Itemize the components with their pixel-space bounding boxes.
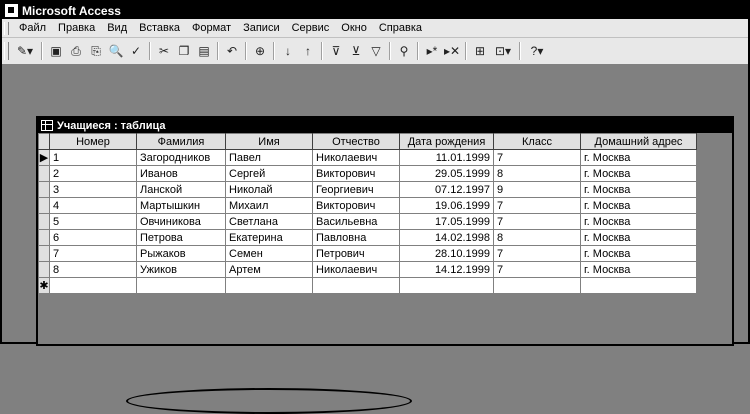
toolbar-separator: [273, 42, 275, 60]
cell-number[interactable]: 6: [50, 230, 137, 246]
paste-icon[interactable]: ▤: [198, 44, 210, 58]
cell-patronymic[interactable]: Васильевна: [313, 214, 400, 230]
datasheet: [38, 133, 732, 344]
hyperlink-icon[interactable]: ⊕: [254, 44, 266, 58]
menu-format[interactable]: Формат: [192, 22, 232, 34]
toolbar-separator: [217, 42, 219, 60]
cell-number[interactable]: 8: [50, 262, 137, 278]
toolbar-separator: [519, 42, 521, 60]
menu-file[interactable]: Файл: [19, 22, 47, 34]
cell-address[interactable]: г. Москва: [581, 214, 697, 230]
cell-number[interactable]: 7: [50, 246, 137, 262]
cell-class[interactable]: 7: [494, 246, 581, 262]
cell-address[interactable]: г. Москва: [581, 262, 697, 278]
record-selector[interactable]: [39, 246, 50, 262]
cell-class[interactable]: 7: [494, 198, 581, 214]
copy-icon[interactable]: ❐: [178, 44, 190, 58]
cell-class[interactable]: 7: [494, 150, 581, 166]
cell-surname[interactable]: Петрова: [137, 230, 226, 246]
table-cell[interactable]: [581, 278, 697, 294]
cell-surname[interactable]: Иванов: [137, 166, 226, 182]
cell-name[interactable]: Семен: [226, 246, 313, 262]
cell-patronymic[interactable]: Георгиевич: [313, 182, 400, 198]
cell-birthdate[interactable]: 14.12.1999: [400, 262, 494, 278]
print-icon[interactable]: ⎘: [91, 43, 101, 58]
cell-birthdate[interactable]: 19.06.1999: [400, 198, 494, 214]
new-record-selector[interactable]: ✱: [39, 278, 50, 294]
access-app-icon[interactable]: [5, 4, 18, 17]
new-record-row: [39, 278, 697, 294]
table-cell[interactable]: [50, 278, 137, 294]
cell-surname[interactable]: Рыжаков: [137, 246, 226, 262]
cell-class[interactable]: 7: [494, 262, 581, 278]
cell-address[interactable]: г. Москва: [581, 198, 697, 214]
table-window-title-bar[interactable]: [38, 118, 732, 133]
cell-class[interactable]: 8: [494, 230, 581, 246]
table-cell[interactable]: [400, 278, 494, 294]
table-cell[interactable]: [494, 278, 581, 294]
menu-view[interactable]: Вид: [107, 22, 128, 34]
sort-ascending-icon[interactable]: ↓: [285, 44, 291, 58]
cell-patronymic[interactable]: Николаевич: [313, 262, 400, 278]
cell-patronymic[interactable]: Петрович: [313, 246, 400, 262]
toolbar-separator: [417, 42, 419, 60]
filter-by-form-icon[interactable]: ⊻: [351, 44, 361, 58]
table-row: [39, 246, 697, 262]
menubar-grip[interactable]: [4, 22, 9, 35]
table-row: [39, 198, 697, 214]
cell-address[interactable]: г. Москва: [581, 230, 697, 246]
cell-address[interactable]: г. Москва: [581, 246, 697, 262]
save-icon[interactable]: ▣: [50, 44, 62, 58]
menu-tools[interactable]: Сервис: [291, 22, 330, 34]
cell-patronymic[interactable]: Викторович: [313, 198, 400, 214]
cell-name[interactable]: Николай: [226, 182, 313, 198]
cell-number[interactable]: 1: [50, 150, 137, 166]
column-header-class[interactable]: Класс: [494, 134, 581, 150]
table-row: [39, 150, 697, 166]
new-record-icon[interactable]: ▸*: [426, 44, 438, 58]
table-window: [36, 116, 734, 346]
help-icon[interactable]: ?▾: [530, 44, 544, 58]
cell-surname[interactable]: Ужиков: [137, 262, 226, 278]
column-header-birthdate[interactable]: Дата рождения: [400, 134, 494, 150]
cell-name[interactable]: Сергей: [226, 166, 313, 182]
column-header-name[interactable]: Имя: [226, 134, 313, 150]
cell-address[interactable]: г. Москва: [581, 166, 697, 182]
cell-birthdate[interactable]: 29.05.1999: [400, 166, 494, 182]
cell-name[interactable]: Светлана: [226, 214, 313, 230]
cell-name[interactable]: Павел: [226, 150, 313, 166]
table-row: [39, 182, 697, 198]
cell-class[interactable]: 9: [494, 182, 581, 198]
cell-address[interactable]: г. Москва: [581, 150, 697, 166]
cell-birthdate[interactable]: 28.10.1999: [400, 246, 494, 262]
filter-by-selection-icon[interactable]: ⊽: [331, 44, 341, 58]
cell-birthdate[interactable]: 07.12.1997: [400, 182, 494, 198]
menu-insert[interactable]: Вставка: [139, 22, 181, 34]
spelling-icon[interactable]: ✓: [130, 44, 142, 58]
toolbar-separator: [149, 42, 151, 60]
cell-number[interactable]: 3: [50, 182, 137, 198]
record-selector[interactable]: ▶: [39, 150, 50, 166]
toolbar-separator: [389, 42, 391, 60]
title-bar: [2, 2, 748, 19]
database-window-icon[interactable]: ⊞: [474, 44, 486, 58]
column-header-surname[interactable]: Фамилия: [137, 134, 226, 150]
menu-help[interactable]: Справка: [378, 22, 422, 34]
column-header-patronymic[interactable]: Отчество: [313, 134, 400, 150]
new-object-icon[interactable]: ⊡▾: [494, 44, 512, 58]
cell-surname[interactable]: Овчиникова: [137, 214, 226, 230]
record-selector[interactable]: [39, 262, 50, 278]
print-preview-icon[interactable]: 🔍: [108, 44, 124, 58]
cell-birthdate[interactable]: 14.02.1998: [400, 230, 494, 246]
cell-class[interactable]: 7: [494, 214, 581, 230]
cell-address[interactable]: г. Москва: [581, 182, 697, 198]
record-selector[interactable]: [39, 182, 50, 198]
column-header-number[interactable]: Номер: [50, 134, 137, 150]
delete-record-icon[interactable]: ▸✕: [443, 44, 461, 58]
toolbar: [2, 38, 748, 65]
toolbar-separator: [321, 42, 323, 60]
cell-class[interactable]: 8: [494, 166, 581, 182]
cell-birthdate[interactable]: 11.01.1999: [400, 150, 494, 166]
table-cell[interactable]: [137, 278, 226, 294]
menu-records[interactable]: Записи: [243, 22, 280, 34]
cell-number[interactable]: 5: [50, 214, 137, 230]
cell-surname[interactable]: Мартышкин: [137, 198, 226, 214]
toolbar-separator: [41, 42, 43, 60]
record-selector[interactable]: [39, 214, 50, 230]
select-all-corner[interactable]: [39, 134, 50, 150]
app-title: Microsoft Access: [22, 3, 121, 18]
table-cell[interactable]: [226, 278, 313, 294]
menu-window[interactable]: Окно: [341, 22, 367, 34]
table-cell[interactable]: [313, 278, 400, 294]
table-row: [39, 262, 697, 278]
header-row: [39, 134, 697, 150]
toolbar-separator: [465, 42, 467, 60]
datasheet-table: [38, 133, 697, 294]
table-row: [39, 230, 697, 246]
menu-edit[interactable]: Правка: [58, 22, 96, 34]
cell-number[interactable]: 2: [50, 166, 137, 182]
cell-surname[interactable]: Загородников: [137, 150, 226, 166]
print-preview-file-icon[interactable]: ⎙: [71, 43, 81, 58]
cell-name[interactable]: Михаил: [226, 198, 313, 214]
cut-icon[interactable]: ✂: [158, 44, 170, 58]
cell-surname[interactable]: Ланской: [137, 182, 226, 198]
cell-patronymic[interactable]: Викторович: [313, 166, 400, 182]
toolbar-grip[interactable]: [4, 42, 9, 60]
record-selector[interactable]: [39, 230, 50, 246]
undo-icon[interactable]: ↶: [226, 44, 238, 58]
table-row: [39, 166, 697, 182]
cell-name[interactable]: Екатерина: [226, 230, 313, 246]
find-icon[interactable]: ⚲: [399, 44, 409, 58]
menu-bar: [2, 19, 748, 38]
cell-patronymic[interactable]: Павловна: [313, 230, 400, 246]
cell-patronymic[interactable]: Николаевич: [313, 150, 400, 166]
workspace: [2, 64, 748, 342]
table-icon: [41, 120, 53, 131]
toolbar-separator: [245, 42, 247, 60]
cell-birthdate[interactable]: 17.05.1999: [400, 214, 494, 230]
column-header-address[interactable]: Домашний адрес: [581, 134, 697, 150]
apply-filter-icon[interactable]: ▽: [371, 44, 381, 58]
record-selector[interactable]: [39, 166, 50, 182]
cell-number[interactable]: 4: [50, 198, 137, 214]
table-row: [39, 214, 697, 230]
highlight-ellipse: [126, 388, 412, 414]
design-view-icon[interactable]: ✎▾: [16, 44, 34, 58]
sort-descending-icon[interactable]: ↑: [305, 44, 311, 58]
table-window-title: Учащиеся : таблица: [57, 119, 166, 132]
cell-name[interactable]: Артем: [226, 262, 313, 278]
record-selector[interactable]: [39, 198, 50, 214]
